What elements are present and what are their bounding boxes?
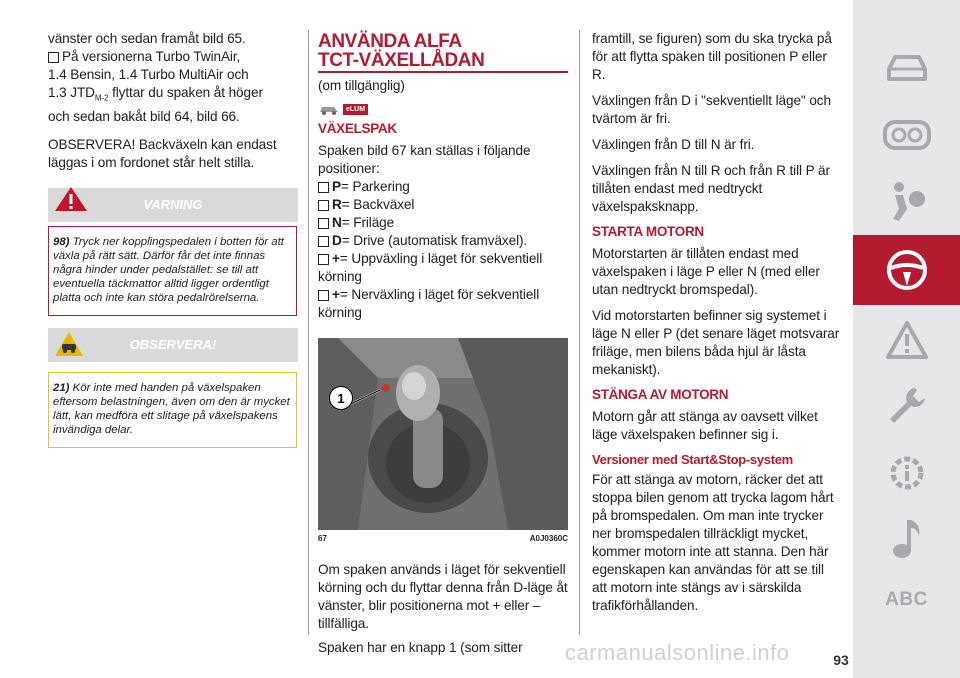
figure-67 <box>318 338 568 530</box>
wrench-icon <box>885 384 929 428</box>
airbag-person-icon <box>885 179 929 223</box>
paragraph: Spaken bild 67 kan ställas i följande positioner: <box>318 143 531 176</box>
sidebar-item-driving[interactable] <box>853 235 960 305</box>
chapter-sidebar <box>853 0 960 678</box>
right-column <box>592 0 840 623</box>
checkbox-bullet-icon <box>318 236 329 247</box>
warning-label: VARNING <box>143 197 203 213</box>
figure-number: 67 <box>318 534 327 543</box>
list-item-cont: körning <box>318 305 362 320</box>
checkbox-bullet-icon <box>318 200 329 211</box>
list-item: D = Drive (automatisk framväxel). <box>318 232 570 250</box>
column-divider <box>308 30 309 635</box>
column-divider <box>579 30 580 635</box>
figure-caption <box>318 534 568 543</box>
note-header <box>48 328 298 362</box>
middle-column <box>318 0 570 665</box>
sidebar-item-multimedia[interactable] <box>853 503 960 573</box>
paragraph: Växlingen från N till R och från R till P är tillåten endast med nedtryckt växelspaksknapp. <box>592 163 830 214</box>
checkbox-bullet-icon <box>48 52 59 63</box>
paragraph: Motorstarten är tillåten endast med växelspaken i läge P eller N (med eller utan nedtryckt bromspedal). <box>592 246 820 297</box>
checkbox-bullet-icon <box>318 218 329 229</box>
list-item: + = Uppväxling i läget för sekventiell <box>318 250 570 268</box>
sidebar-item-dashboard[interactable] <box>853 100 960 170</box>
checkbox-bullet-icon <box>318 254 329 265</box>
paragraph: OBSERVERA! Backväxeln kan endast läggas i om fordonet står helt stilla. <box>48 136 277 170</box>
bullet-item: På versionerna Turbo TwinAir, <box>48 48 298 66</box>
list-item: N = Friläge <box>318 214 570 232</box>
gear-lever-photo <box>318 338 568 530</box>
paragraph: Vid motorstarten befinner sig systemet i läge N eller P (det senare läget motsvarar friläge, men bilens båda hjul är låsta mekaniskt). <box>592 308 840 377</box>
subheading: Versioner med Start&Stop-system <box>592 452 793 467</box>
bullet-cont: 1.3 $JTD_{M-2}$ flyttar du spaken åt höger <box>48 85 263 103</box>
list-item: R = Backväxel <box>318 196 570 214</box>
bullet-cont: 1.4 Bensin, 1.4 Turbo MultiAir och <box>48 67 249 82</box>
paragraph: Spaken har en knapp 1 (som sitter <box>318 640 523 655</box>
car-slip-icon <box>54 331 84 357</box>
car-small-icon <box>318 103 340 115</box>
sidebar-item-maintenance[interactable] <box>853 438 960 508</box>
paragraph: framtill, se figuren) som du ska trycka på för att flytta spaken till positionen P eller R. <box>592 31 832 82</box>
car-icon <box>883 49 931 85</box>
heading: VÄXELSPAK <box>318 121 397 136</box>
note-label: OBSERVERA! <box>129 337 217 353</box>
heading: STARTA MOTORN <box>592 224 704 239</box>
paragraph: Växlingen från D i "sekventiellt läge" och tvärtom är fri. <box>592 93 831 126</box>
checkbox-bullet-icon <box>318 182 329 193</box>
title-rule <box>318 71 568 73</box>
subtitle: (om tillgänglig) <box>318 78 405 93</box>
paragraph: För att stänga av motorn, räcker det att stoppa bilen genom att trycka lagom hårt på bromspedalen. Om man inte trycker ner bromspedalen tillräckligt mycket, kommer motorn inte att stanna. Den här egenskapen kan användas för att se till att motorn inte stängs av i särskilda trafikförhållanden. <box>592 472 834 613</box>
paragraph: Växlingen från D till N är fri. <box>592 137 755 152</box>
list-item: P = Parkering <box>318 178 570 196</box>
warning-header <box>48 188 298 222</box>
gear-info-icon <box>885 451 929 495</box>
paragraph: Om spaken används i läget för sekventiell körning och du flyttar denna från D-läge åt vänster, blir positionerna mot + eller – tillfälliga. <box>318 562 568 631</box>
note-number: 21) <box>53 381 70 394</box>
note-text: Kör inte med handen på växelspaken eftersom belastningen, även om den är mycket lätt, kan medföra ett slitage på växelspakens invändiga delar. <box>53 381 290 436</box>
section-title: ANVÄNDA ALFA <box>318 31 462 52</box>
elum-badge: eLUM <box>343 104 368 115</box>
steering-wheel-icon <box>885 248 929 292</box>
music-note-icon <box>887 516 927 560</box>
warning-triangle-icon <box>54 186 88 212</box>
note-box <box>48 372 297 448</box>
sidebar-item-safety[interactable] <box>853 166 960 236</box>
figure-code: A0J0360C <box>529 534 568 543</box>
sidebar-item-index[interactable] <box>853 565 960 635</box>
left-column <box>48 0 298 448</box>
paragraph: Motorn går att stänga av oavsett vilket läge växelspaken befinner sig i. <box>592 409 818 442</box>
bullet-cont: och sedan bakåt bild 64, bild 66. <box>48 108 240 124</box>
paragraph: vänster och sedan framåt bild 65. <box>48 31 246 46</box>
heading: STÄNGA AV MOTORN <box>592 387 729 402</box>
list-item-cont: körning <box>318 269 362 284</box>
section-title: TCT-VÄXELLÅDAN <box>318 50 485 71</box>
sidebar-item-warnings[interactable] <box>853 305 960 375</box>
badge-row <box>318 103 570 115</box>
dashboard-icon <box>882 119 932 151</box>
warning-triangle-icon <box>885 320 929 360</box>
sidebar-item-car[interactable] <box>853 32 960 102</box>
page-number: 93 <box>833 652 849 668</box>
abc-index-icon: ABC <box>885 589 928 610</box>
watermark: carmanualsonline.info <box>565 640 790 665</box>
warning-text: Tryck ner kopplingspedalen i botten för att växla på rätt sätt. Därför får det inte finnas några hinder under pedalstället: se till att eventuella täckmattor alltid ligger ordentligt platta och inte kan störa pedalrörelserna. <box>53 235 284 304</box>
warning-number: 98) <box>53 235 70 248</box>
checkbox-bullet-icon <box>318 290 329 301</box>
figure-callout: 1 <box>329 386 353 410</box>
sidebar-item-emergency[interactable] <box>853 371 960 441</box>
warning-box <box>48 226 297 316</box>
list-item: + = Nerväxling i läget för sekventiell <box>318 286 570 304</box>
